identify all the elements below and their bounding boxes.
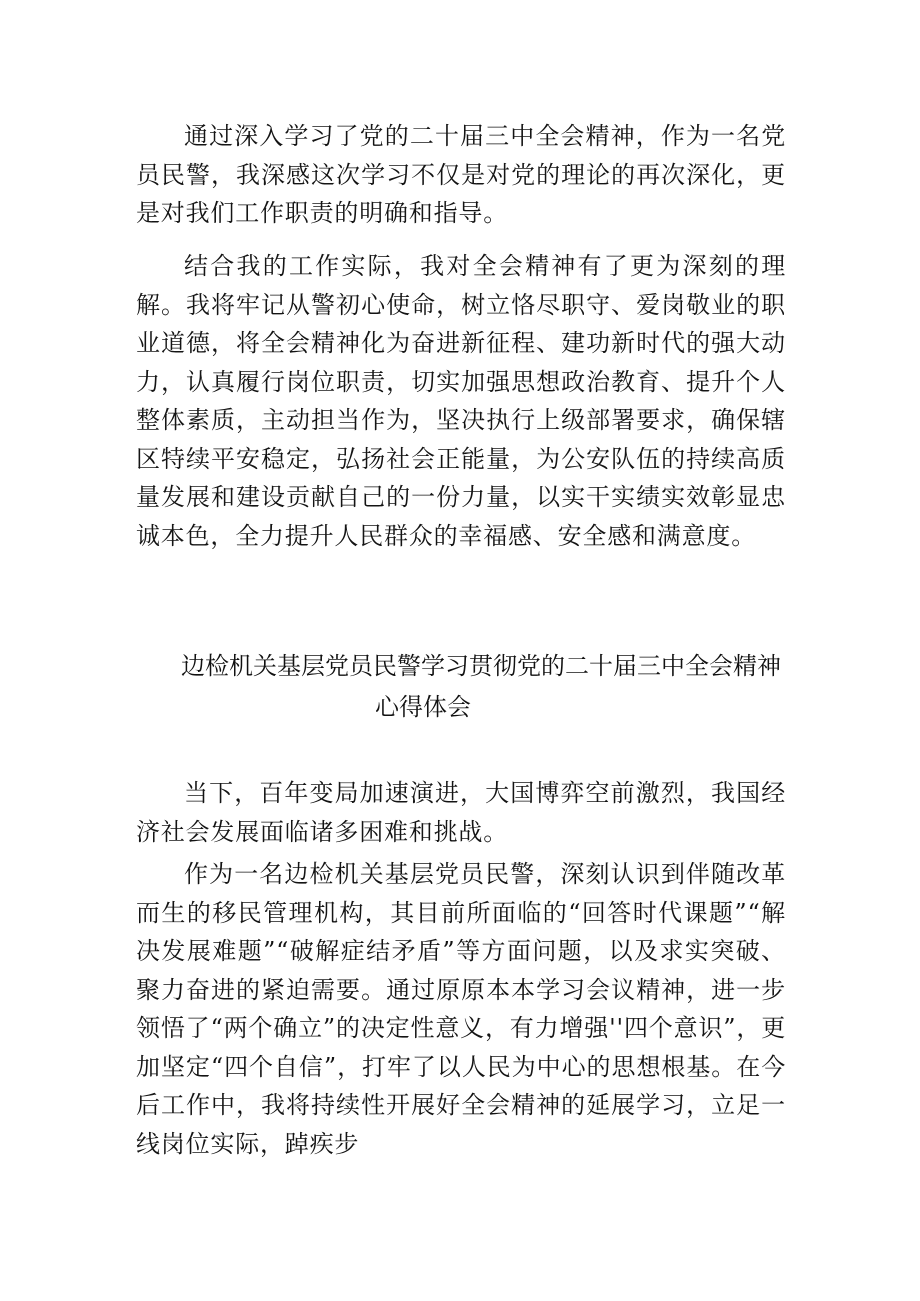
paragraph-study-intro: 通过深入学习了党的二十届三中全会精神，作为一名党员民警，我深感这次学习不仅是对党的理论的再次深化，更是对我们工作职责的明确和指导。 <box>136 122 786 227</box>
paragraph-current-situation: 当下，百年变局加速演进，大国博弈空前激烈，我国经济社会发展面临诸多困难和挑战。 <box>136 779 786 846</box>
paragraph-block <box>136 855 786 1163</box>
title-line-2: 心得体会 <box>375 693 471 721</box>
document-title <box>176 646 786 728</box>
paragraph-block <box>136 774 786 851</box>
paragraph-border-police: 作为一名边检机关基层党员民警，深刻认识到伴随改革而生的移民管理机构，其目前所面临的“回答时代课题”“解决发展难题”“破解症结矛盾”等方面问题，以及求实突破、聚力奋进的紧迫需要。通过原原本本学习会议精神，进一步领悟了“两个确立”的决定性意义，有力增强''四个意识”，更加坚定“四个自信”，打牢了以人民为中心的思想根基。在今后工作中，我将持续性开展好全会精神的延展学习，立足一线岗位实际，踔疾步 <box>136 860 786 1158</box>
paragraph-work-practice: 结合我的工作实际，我对全会精神有了更为深刻的理解。我将牢记从警初心使命，树立恪尽职守、爱岗敬业的职业道德，将全会精神化为奋进新征程、建功新时代的强大动力，认真履行岗位职责，切实加强思想政治教育、提升个人整体素质，主动担当作为，坚决执行上级部署要求，确保辖区特续平安稳定，弘扬社会正能量，为公安队伍的持续高质量发展和建设贡献自己的一份力量，以实干实绩实效彰显忠诚本色，全力提升人民群众的幸福感、安全感和满意度。 <box>136 252 786 550</box>
title-line-1: 边检机关基层党员民警学习贯彻党的二十届三中全会精神 <box>181 652 781 680</box>
paragraph-block <box>136 247 786 555</box>
paragraph-block <box>136 117 786 233</box>
